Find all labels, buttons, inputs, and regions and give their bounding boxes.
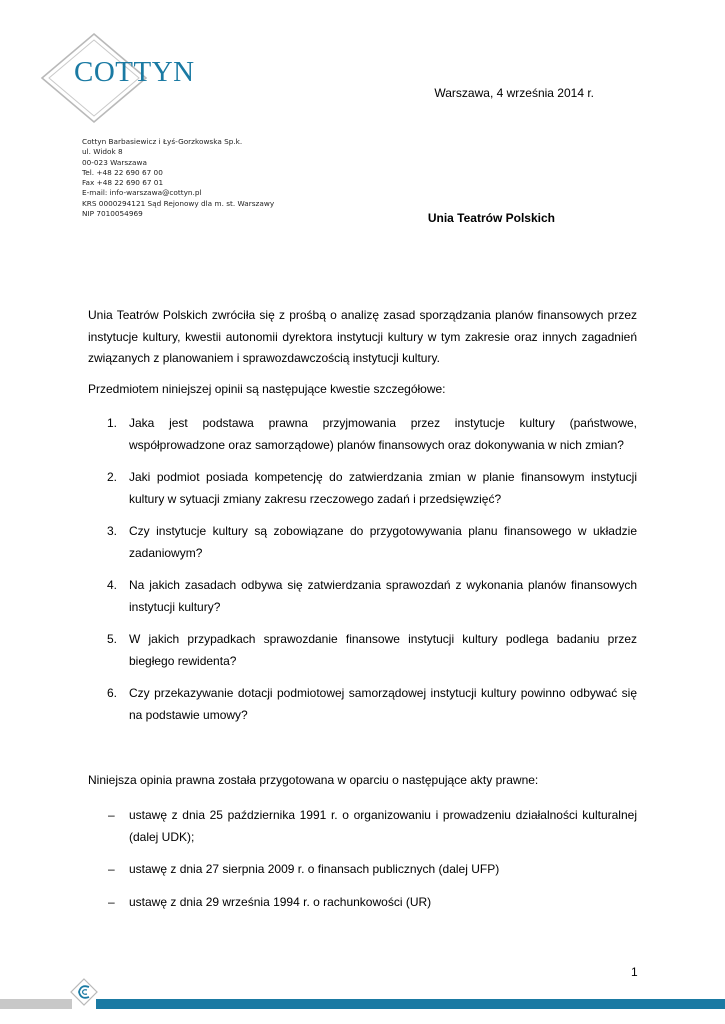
list-number: 4. [107,578,118,592]
acts-intro: Niniejsza opinia prawna została przygotowana w oparciu o następujące akty prawne: [88,773,539,787]
list-item-text: ustawę z dnia 25 października 1991 r. o organizowaniu i prowadzeniu działalności kulturalnej (dalej UDK); [129,808,637,844]
list-item [88,892,637,914]
subject-intro: Przedmiotem niniejszej opinii są następujące kwestie szczegółowe: [88,382,446,396]
company-line: 00-023 Warszawa [82,157,147,167]
list-item [88,683,637,726]
intro-paragraph: Unia Teatrów Polskich zwróciła się z prośbą o analizę zasad sporządzania planów finansowych przez instytucje kultury, kwestii autonomii dyrektora instytucji kultury w tym zakresie oraz innych zagadnień związanych z planowaniem i sprawozdawczością instytucji kultury. [88,308,637,365]
list-item [88,521,637,564]
list-item [88,575,637,618]
list-item [88,805,637,848]
company-line: ul. Widok 8 [82,147,123,157]
list-item-text: Jaka jest podstawa prawna przyjmowania przez instytucje kultury (państwowe, współprowadzone oraz samorządowe) planów finansowych oraz dokonywania w nich zmian? [129,416,637,452]
company-line: E-mail: info-warszawa@cottyn.pl [82,188,202,198]
list-item [88,629,637,672]
list-item-text: W jakich przypadkach sprawozdanie finansowe instytucji kultury podlega badaniu przez biegłego rewidenta? [129,632,637,668]
dash-bullet: – [108,862,115,876]
list-item-text: Czy przekazywanie dotacji podmiotowej samorządowej instytucji kultury powinno odbywać się na podstawie umowy? [129,686,637,722]
list-number: 3. [107,524,118,538]
company-line: NIP 7010054969 [82,209,143,219]
footer-bar-blue [96,999,725,1009]
recipient: Unia Teatrów Polskich [427,211,555,225]
list-item-text: ustawę z dnia 27 sierpnia 2009 r. o finansach publicznych (dalej UFP) [129,862,500,876]
company-line: Fax +48 22 690 67 01 [82,178,164,188]
list-number: 6. [107,686,118,700]
company-line: Cottyn Barbasiewicz i Łyś-Gorzkowska Sp.k. [82,137,243,146]
list-item-text: Jaki podmiot posiada kompetencję do zatwierdzania zmian w planie finansowym instytucji kultury w sytuacji zmiany zakresu rzeczowego zadań i przedsięwzięć? [129,470,637,506]
list-item-text: Czy instytucje kultury są zobowiązane do przygotowywania planu finansowego w układzie zadaniowym? [129,524,637,560]
list-number: 1. [107,416,118,430]
company-line: KRS 0000294121 Sąd Rejonowy dla m. st. Warszawy [82,198,275,208]
cottyn-mark-icon [70,978,98,1006]
list-number: 5. [107,632,118,646]
list-item-text: Na jakich zasadach odbywa się zatwierdzania sprawozdań z wykonania planów finansowych instytucji kultury? [129,578,637,614]
dash-bullet: – [108,808,115,822]
logo-text: COTTYN [74,56,195,88]
list-number: 2. [107,470,118,484]
list-item-text: ustawę z dnia 29 września 1994 r. o rachunkowości (UR) [129,894,432,909]
list-item [88,413,637,456]
cottyn-logo [38,30,208,126]
letter-date: Warszawa, 4 września 2014 r. [434,86,594,100]
page-number: 1 [631,965,638,979]
list-item [88,859,637,881]
dash-bullet: – [108,894,115,909]
questions-list [88,413,637,737]
company-details [82,137,274,219]
list-item [88,467,637,510]
footer-bar-gray [0,999,72,1009]
company-line: Tel. +48 22 690 67 00 [82,167,163,177]
acts-list [88,805,637,924]
